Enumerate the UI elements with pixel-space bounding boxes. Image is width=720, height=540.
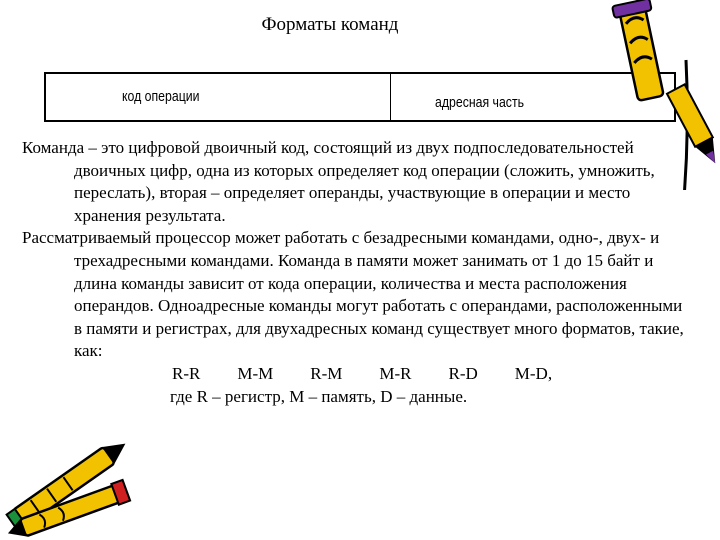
address-label: адресная часть <box>435 94 525 111</box>
format-mm: M-M <box>237 363 274 383</box>
command-format-table <box>44 72 676 122</box>
format-legend: где R – регистр, M – память, D – данные. <box>170 386 468 406</box>
format-rm: R-M <box>310 363 343 383</box>
format-list <box>22 363 692 386</box>
format-rd: R-D <box>448 363 478 383</box>
slide-title: Форматы команд <box>261 14 399 35</box>
opcode-cell <box>46 74 391 120</box>
format-mr: M-R <box>379 363 412 383</box>
pencils-icon <box>0 430 150 540</box>
format-rr: R-R <box>172 363 201 383</box>
opcode-label: код операции <box>122 88 200 105</box>
paragraph-definition: Команда – это цифровой двоичный код, состоящий из двух подпоследовательностей двоичных цифр, одна из которых определяет код операции (сложить, умножить, переслать), вторая – определяет операнды, участвующие в операции и место хранения результата. <box>22 138 655 225</box>
pencil-and-pen-icon <box>590 0 720 190</box>
paragraph-processor: Рассматриваемый процессор может работать с безадресными командами, одно-, двух- и трехадресными командами. Команда в памяти может занимать от 1 до 15 байт и длина команды зависит от кода операции, количества и места расположения операндов. Одноадресные команды могут работать с операндами, расположенными в памяти и регистрах, для двухадресных команд существует много форматов, такие, как: <box>22 228 684 361</box>
format-md: M-D, <box>514 363 553 383</box>
